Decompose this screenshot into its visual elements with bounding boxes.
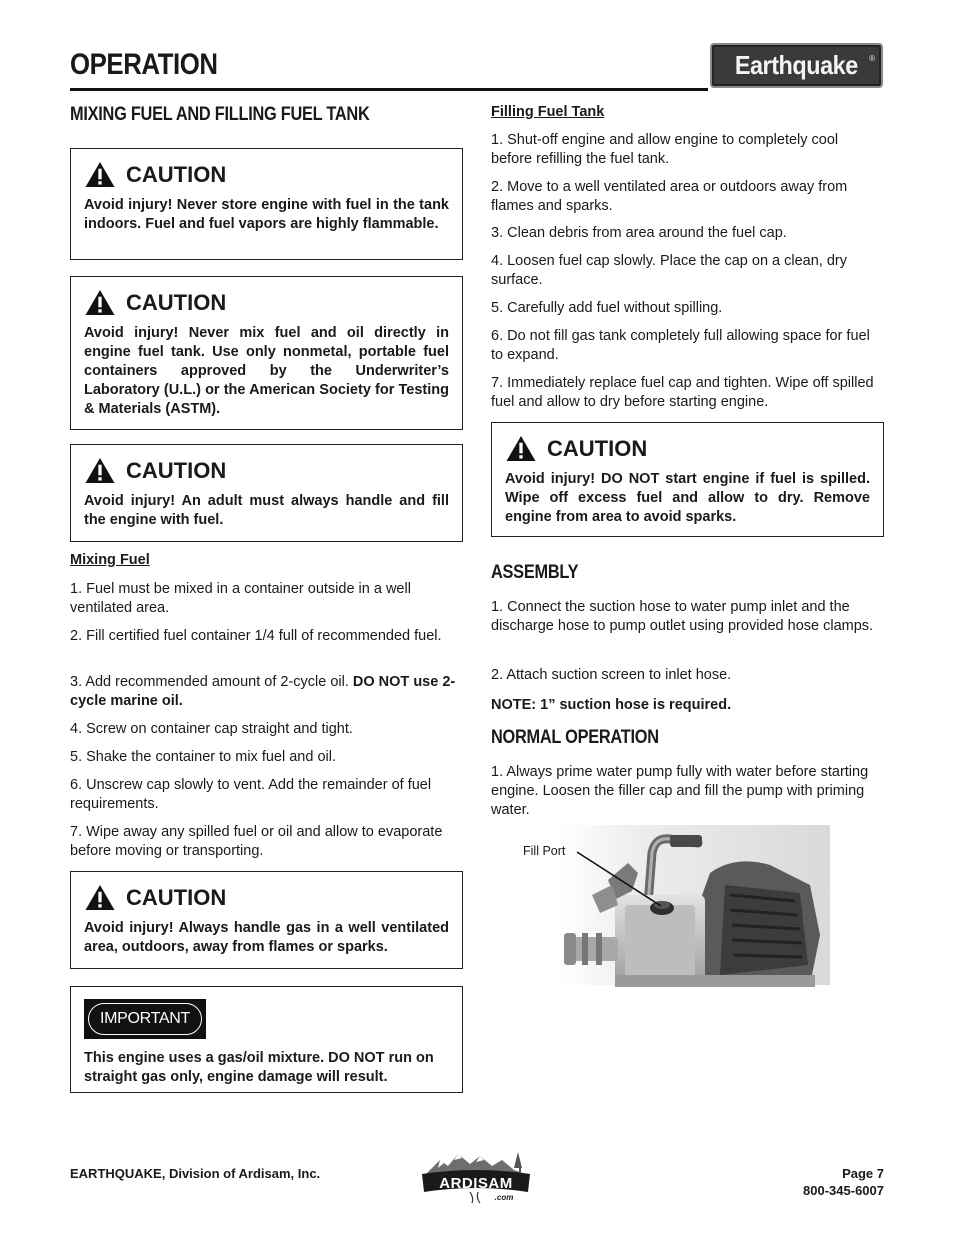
filling-step-3: 3. Clean debris from area around the fuel cap. bbox=[491, 225, 787, 241]
subheading-filling-fuel-tank: Filling Fuel Tank bbox=[491, 104, 605, 120]
filling-step-7: 7. Immediately replace fuel cap and tighten. Wipe off spilled fuel and allow to dry before starting engine. bbox=[491, 375, 874, 410]
mixing-step-2: 2. Fill certified fuel container 1/4 full of recommended fuel. bbox=[70, 628, 442, 644]
pump-photo bbox=[520, 825, 830, 987]
mixing-step-7: 7. Wipe away any spilled fuel or oil and allow to evaporate before moving or transporting. bbox=[70, 824, 443, 859]
warning-triangle-icon bbox=[84, 457, 116, 484]
caution-box-mix bbox=[70, 276, 463, 430]
caution-label: CAUTION bbox=[126, 457, 227, 483]
ardisam-logo-sub: .com bbox=[494, 1193, 514, 1202]
caution-text: Avoid injury! Never store engine with fuel in the tank indoors. Fuel and fuel vapors are highly flammable. bbox=[84, 197, 449, 232]
page-title: OPERATION bbox=[70, 48, 218, 81]
caution-text: Avoid injury! DO NOT start engine if fuel is spilled. Wipe off excess fuel and allow to dry. Remove engine from area to avoid sparks. bbox=[505, 471, 870, 525]
callout-leader-line bbox=[575, 850, 665, 910]
warning-triangle-icon bbox=[84, 289, 116, 316]
important-badge-label: IMPORTANT bbox=[88, 1003, 202, 1035]
assembly-step-1: 1. Connect the suction hose to water pump inlet and the discharge hose to pump outlet using provided hose clamps. bbox=[491, 599, 874, 634]
mixing-step-3 bbox=[70, 673, 463, 711]
important-box bbox=[70, 986, 463, 1093]
subheading-mixing-fuel: Mixing Fuel bbox=[70, 552, 150, 568]
filling-step-6: 6. Do not fill gas tank completely full allowing space for fuel to expand. bbox=[491, 328, 870, 363]
ardisam-logo-text: ARDISAM bbox=[439, 1175, 513, 1192]
earthquake-logo bbox=[710, 43, 883, 88]
caution-box-store bbox=[70, 148, 463, 260]
section-title-mixing-filling: MIXING FUEL AND FILLING FUEL TANK bbox=[70, 104, 370, 125]
caution-label: CAUTION bbox=[547, 435, 648, 461]
ardisam-logo bbox=[418, 1148, 534, 1204]
mixing-step-3-warning: DO NOT use 2-cycle marine oil. bbox=[70, 674, 456, 709]
phone-number: 800-345-6007 bbox=[803, 1183, 884, 1198]
filling-step-2: 2. Move to a well ventilated area or outdoors away from flames and sparks. bbox=[491, 179, 848, 214]
caution-label: CAUTION bbox=[126, 161, 227, 187]
mixing-step-5: 5. Shake the container to mix fuel and oil. bbox=[70, 749, 336, 765]
title-rule bbox=[70, 88, 708, 91]
filling-step-5: 5. Carefully add fuel without spilling. bbox=[491, 300, 723, 316]
filling-step-4: 4. Loosen fuel cap slowly. Place the cap on a clean, dry surface. bbox=[491, 253, 848, 288]
important-badge bbox=[84, 999, 206, 1039]
footer-company: EARTHQUAKE, Division of Ardisam, Inc. bbox=[70, 1166, 321, 1181]
caution-text: Avoid injury! An adult must always handle and fill the engine with fuel. bbox=[84, 493, 449, 528]
warning-triangle-icon bbox=[505, 435, 537, 462]
warning-triangle-icon bbox=[84, 161, 116, 188]
mixing-step-6: 6. Unscrew cap slowly to vent. Add the remainder of fuel requirements. bbox=[70, 777, 432, 812]
brand-registered-mark: ® bbox=[869, 54, 875, 63]
page-number: Page 7 bbox=[842, 1166, 884, 1181]
brand-name: Earthquake bbox=[735, 50, 858, 80]
caution-box-spilled bbox=[491, 422, 884, 537]
normal-step-1: 1. Always prime water pump fully with water before starting engine. Loosen the filler cap and fill the pump with priming water. bbox=[491, 764, 869, 818]
assembly-step-2: 2. Attach suction screen to inlet hose. bbox=[491, 667, 732, 683]
caution-box-adult bbox=[70, 444, 463, 542]
mixing-step-3-text: 3. Add recommended amount of 2-cycle oil. bbox=[70, 674, 353, 690]
caution-label: CAUTION bbox=[126, 884, 227, 910]
section-title-normal-operation: NORMAL OPERATION bbox=[491, 727, 659, 748]
important-text: This engine uses a gas/oil mixture. DO NOT run on straight gas only, engine damage will result. bbox=[84, 1050, 434, 1085]
mixing-step-4: 4. Screw on container cap straight and tight. bbox=[70, 721, 353, 737]
footer-right-block bbox=[760, 1165, 884, 1199]
mixing-step-1: 1. Fuel must be mixed in a container outside in a well ventilated area. bbox=[70, 581, 411, 616]
caution-label: CAUTION bbox=[126, 289, 227, 315]
figure-callout-fill-port: Fill Port bbox=[523, 844, 566, 858]
warning-triangle-icon bbox=[84, 884, 116, 911]
caution-text: Avoid injury! Never mix fuel and oil directly in engine fuel tank. Use only nonmetal, portable fuel containers approved by the Underwriter’s Laboratory (U.L.) or the American Society for Testing & Materials (ASTM). bbox=[84, 325, 449, 417]
caution-text: Avoid injury! Always handle gas in a well ventilated area, outdoors, away from flames or sparks. bbox=[84, 920, 449, 955]
caution-box-ventilated bbox=[70, 871, 463, 969]
filling-step-1: 1. Shut-off engine and allow engine to completely cool before refilling the fuel tank. bbox=[491, 132, 839, 167]
assembly-note: NOTE: 1” suction hose is required. bbox=[491, 697, 732, 713]
section-title-assembly: ASSEMBLY bbox=[491, 562, 579, 583]
